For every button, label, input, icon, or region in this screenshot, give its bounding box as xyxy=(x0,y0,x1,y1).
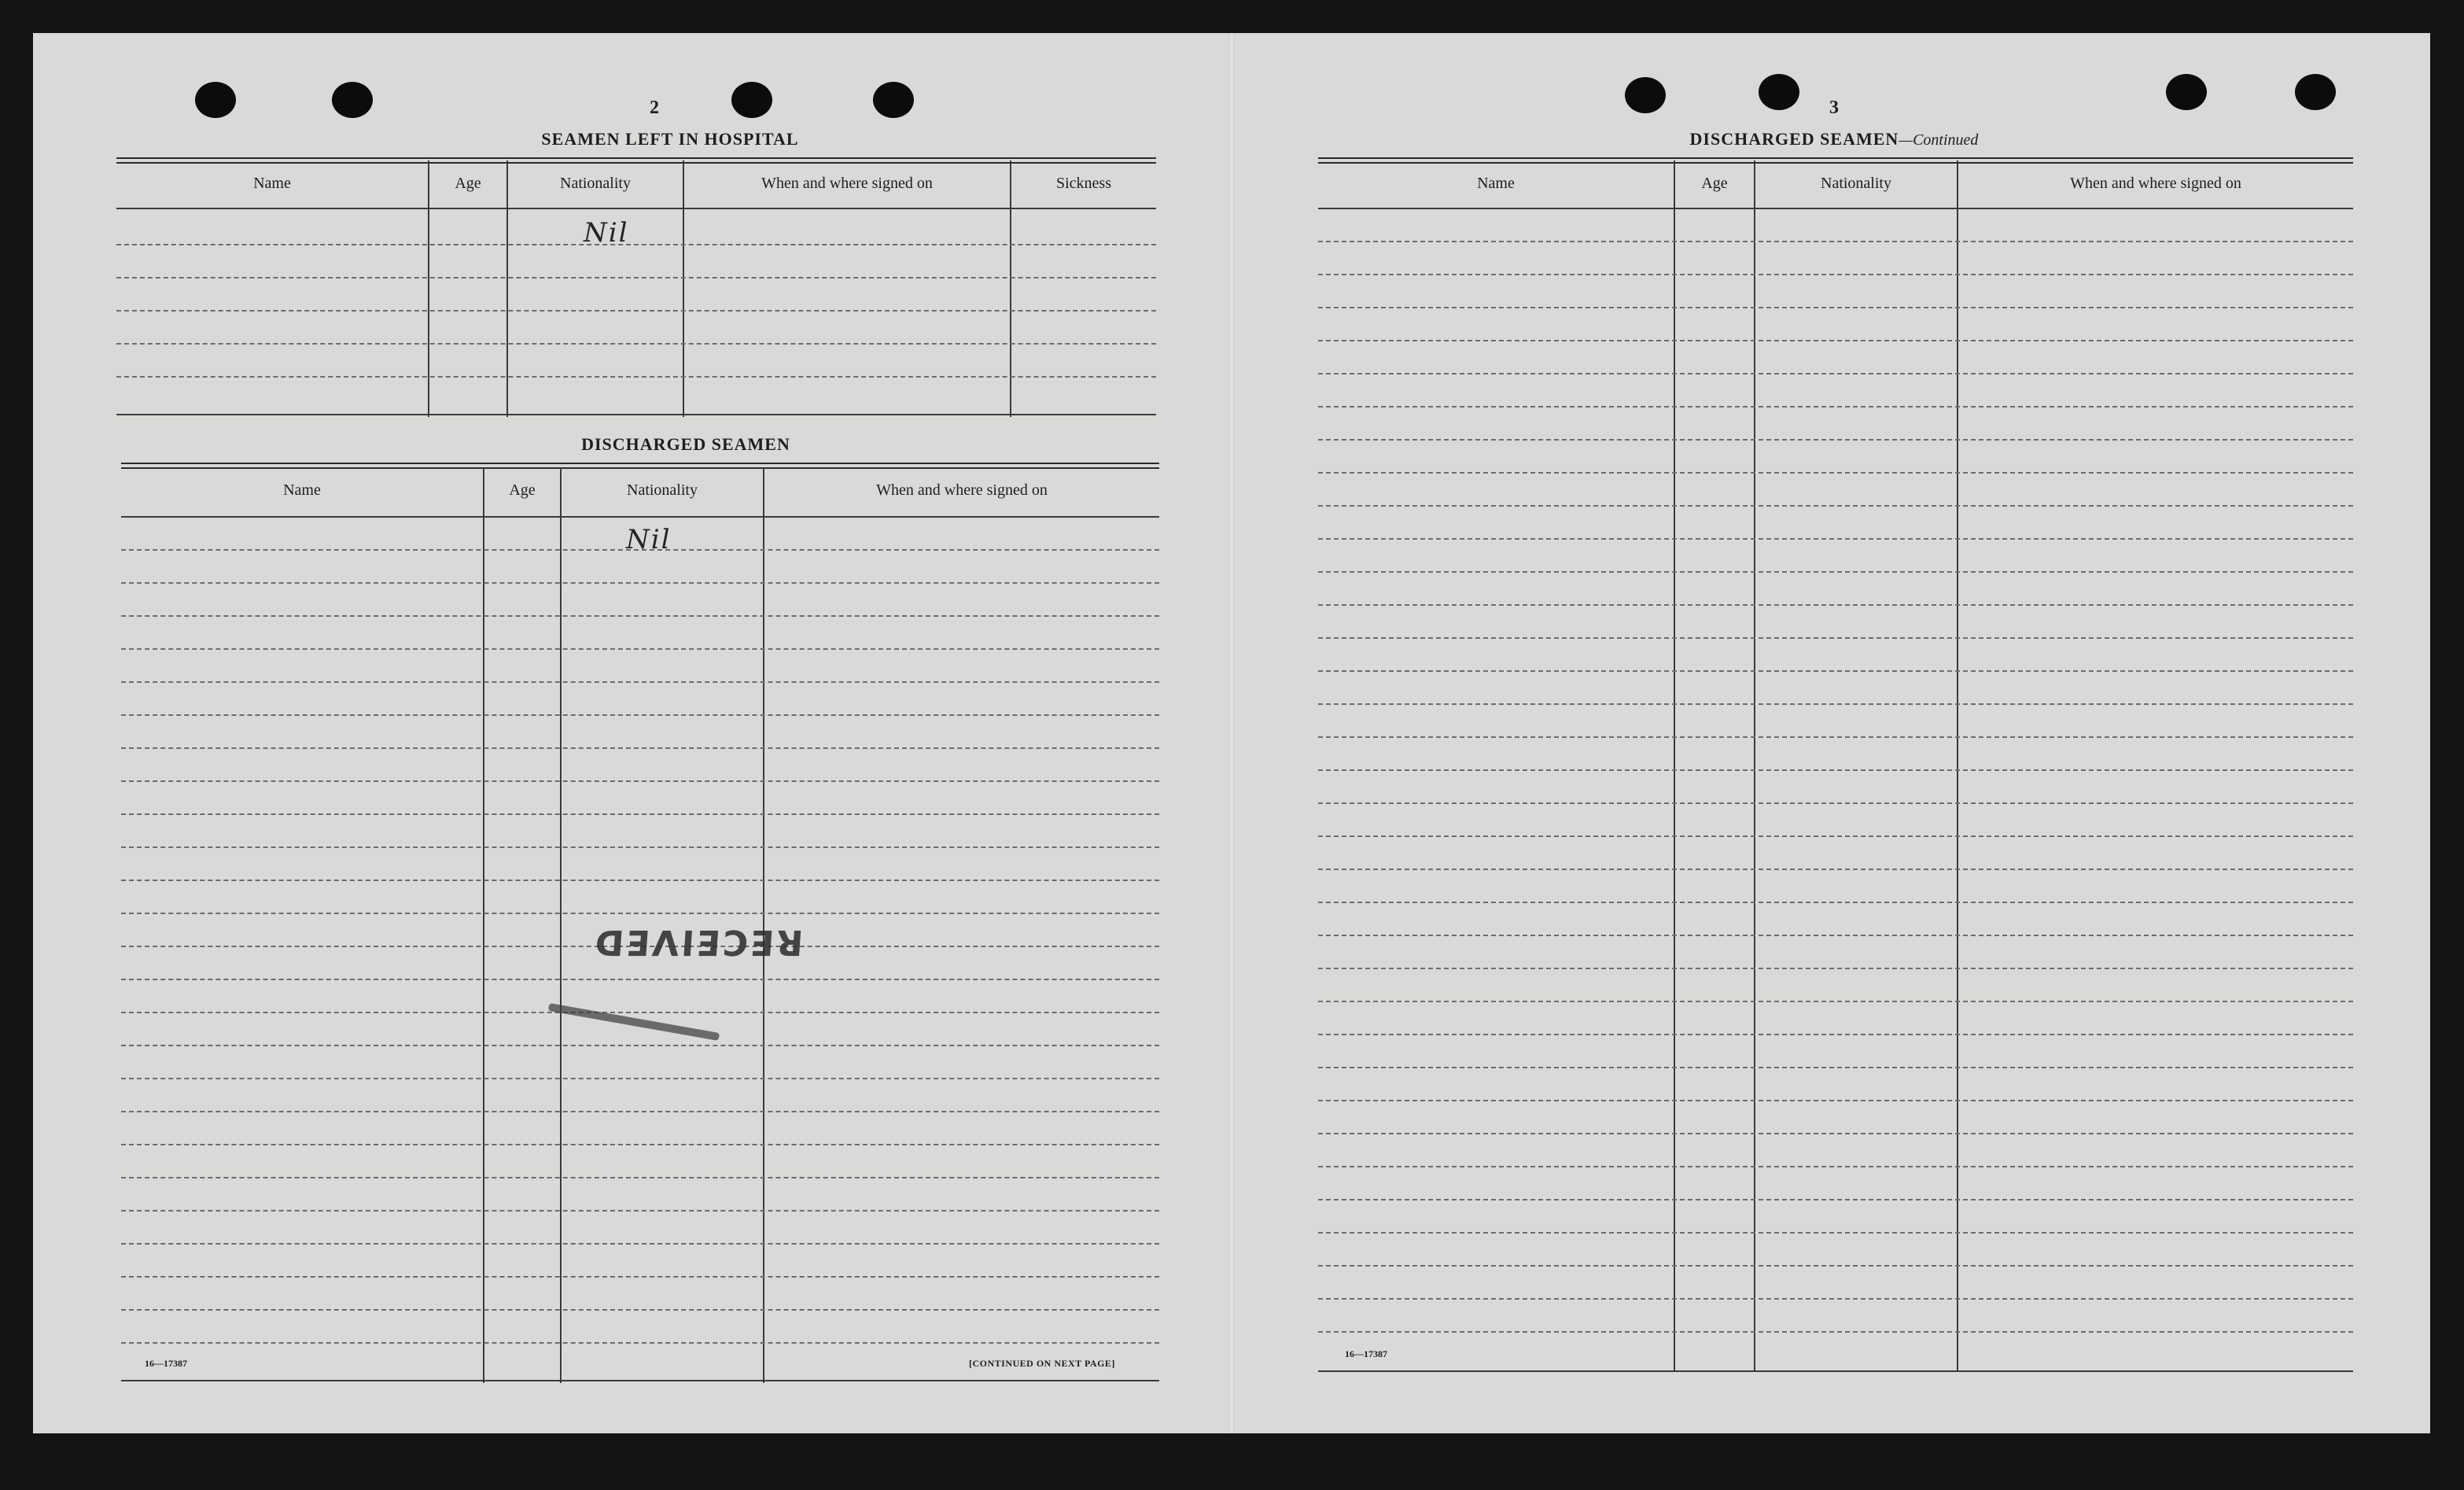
column-divider xyxy=(1957,160,1958,1372)
table-row-line xyxy=(1318,340,2353,341)
table-row-line xyxy=(121,1342,1159,1344)
punch-hole xyxy=(1759,74,1799,110)
column-divider xyxy=(506,160,508,417)
section-rule xyxy=(116,157,1156,164)
table-row-line xyxy=(116,244,1156,245)
table-row-line xyxy=(121,813,1159,815)
table-row-line xyxy=(1318,703,2353,705)
document-sheet xyxy=(33,33,2430,1433)
table-row-line xyxy=(121,1210,1159,1212)
table-bottom-rule xyxy=(116,414,1156,415)
table-row-line xyxy=(116,277,1156,278)
table-row-line xyxy=(121,1012,1159,1013)
punch-hole xyxy=(873,82,914,118)
received-stamp: RECEIVED xyxy=(591,922,805,962)
table-row-line xyxy=(1318,1133,2353,1134)
table-bottom-rule xyxy=(121,1380,1159,1381)
header-bottom-rule xyxy=(116,208,1156,209)
table-row-line xyxy=(121,582,1159,584)
table-row-line xyxy=(1318,1331,2353,1333)
table-row-line xyxy=(1318,869,2353,870)
table-row-line xyxy=(121,1177,1159,1178)
section-title: SEAMEN LEFT IN HOSPITAL xyxy=(541,129,799,149)
table-row-line xyxy=(121,846,1159,848)
column-header-age: Age xyxy=(1701,175,1728,192)
table-row-line xyxy=(1318,1232,2353,1234)
page-number: 2 xyxy=(650,98,659,118)
section-rule xyxy=(1318,157,2353,164)
table-row-line xyxy=(121,648,1159,650)
column-header-nationality: Nationality xyxy=(560,175,631,192)
column-header-name: Name xyxy=(283,481,321,499)
table-row-line xyxy=(121,615,1159,617)
table-row-line xyxy=(1318,439,2353,441)
table-row-line xyxy=(1318,1199,2353,1200)
table-row-line xyxy=(121,1276,1159,1278)
punch-hole xyxy=(195,82,236,118)
table-row-line xyxy=(1318,968,2353,969)
punch-hole xyxy=(1625,77,1666,113)
column-header-signed-on: When and where signed on xyxy=(761,175,933,192)
table-row-line xyxy=(121,1309,1159,1311)
table-row-line xyxy=(121,880,1159,881)
column-header-sickness: Sickness xyxy=(1056,175,1111,192)
column-divider xyxy=(483,467,484,1383)
table-row-line xyxy=(1318,736,2353,738)
table-row-line xyxy=(116,343,1156,345)
table-bottom-rule xyxy=(1318,1370,2353,1372)
table-row-line xyxy=(1318,902,2353,903)
column-header-name: Name xyxy=(1477,175,1515,192)
column-divider xyxy=(1010,160,1011,417)
table-row-line xyxy=(1318,571,2353,573)
punch-hole xyxy=(731,82,772,118)
header-bottom-rule xyxy=(1318,208,2353,209)
stamp-smudge xyxy=(548,1003,720,1041)
table-row-line xyxy=(121,1045,1159,1046)
column-divider xyxy=(1754,160,1755,1372)
column-divider xyxy=(428,160,429,417)
table-row-line xyxy=(116,376,1156,378)
table-row-line xyxy=(1318,406,2353,408)
table-row-line xyxy=(1318,307,2353,308)
table-row-line xyxy=(1318,1166,2353,1167)
table-row-line xyxy=(1318,1100,2353,1101)
form-code: 16—17387 xyxy=(145,1358,187,1369)
header-bottom-rule xyxy=(121,516,1159,518)
column-header-nationality: Nationality xyxy=(1821,175,1891,192)
section-title-continued: —Continued xyxy=(1899,131,1979,149)
table-row-line xyxy=(121,1078,1159,1079)
table-row-line xyxy=(121,979,1159,980)
table-row-line xyxy=(1318,935,2353,936)
table-row-line xyxy=(1318,670,2353,672)
punch-hole xyxy=(2166,74,2207,110)
section-title: DISCHARGED SEAMEN xyxy=(581,434,790,454)
table-row-line xyxy=(121,1144,1159,1145)
handwritten-entry: Nil xyxy=(584,217,629,249)
continued-note: [CONTINUED ON NEXT PAGE] xyxy=(969,1358,1115,1369)
table-row-line xyxy=(1318,835,2353,837)
punch-hole xyxy=(2295,74,2336,110)
section-title xyxy=(1637,129,2031,149)
table-row-line xyxy=(1318,505,2353,507)
table-row-line xyxy=(116,310,1156,312)
table-row-line xyxy=(121,1243,1159,1245)
column-divider xyxy=(683,160,684,417)
table-row-line xyxy=(1318,274,2353,275)
column-header-name: Name xyxy=(253,175,291,192)
table-row-line xyxy=(121,714,1159,716)
section-rule xyxy=(121,463,1159,469)
column-header-signed-on: When and where signed on xyxy=(2070,175,2241,192)
table-row-line xyxy=(1318,1265,2353,1267)
table-row-line xyxy=(1318,1034,2353,1035)
table-row-line xyxy=(121,780,1159,782)
handwritten-entry: Nil xyxy=(626,524,672,555)
column-divider xyxy=(1674,160,1675,1372)
table-row-line xyxy=(1318,241,2353,242)
form-code: 16—17387 xyxy=(1345,1348,1387,1359)
section-title-main: DISCHARGED SEAMEN xyxy=(1689,129,1899,149)
table-row-line xyxy=(1318,1298,2353,1300)
table-row-line xyxy=(1318,802,2353,804)
column-header-age: Age xyxy=(509,481,536,499)
column-divider xyxy=(560,467,562,1383)
column-header-signed-on: When and where signed on xyxy=(876,481,1048,499)
table-row-line xyxy=(1318,604,2353,606)
punch-hole xyxy=(332,82,373,118)
center-fold xyxy=(1228,33,1235,1433)
table-row-line xyxy=(1318,637,2353,639)
table-row-line xyxy=(121,681,1159,683)
table-row-line xyxy=(121,1111,1159,1112)
table-row-line xyxy=(121,747,1159,749)
table-row-line xyxy=(1318,373,2353,374)
column-header-nationality: Nationality xyxy=(627,481,698,499)
table-row-line xyxy=(1318,472,2353,474)
table-row-line xyxy=(121,913,1159,914)
column-header-age: Age xyxy=(455,175,481,192)
page-number: 3 xyxy=(1829,98,1839,118)
table-row-line xyxy=(1318,1067,2353,1068)
table-row-line xyxy=(1318,1001,2353,1002)
table-row-line xyxy=(1318,538,2353,540)
table-row-line xyxy=(1318,769,2353,771)
